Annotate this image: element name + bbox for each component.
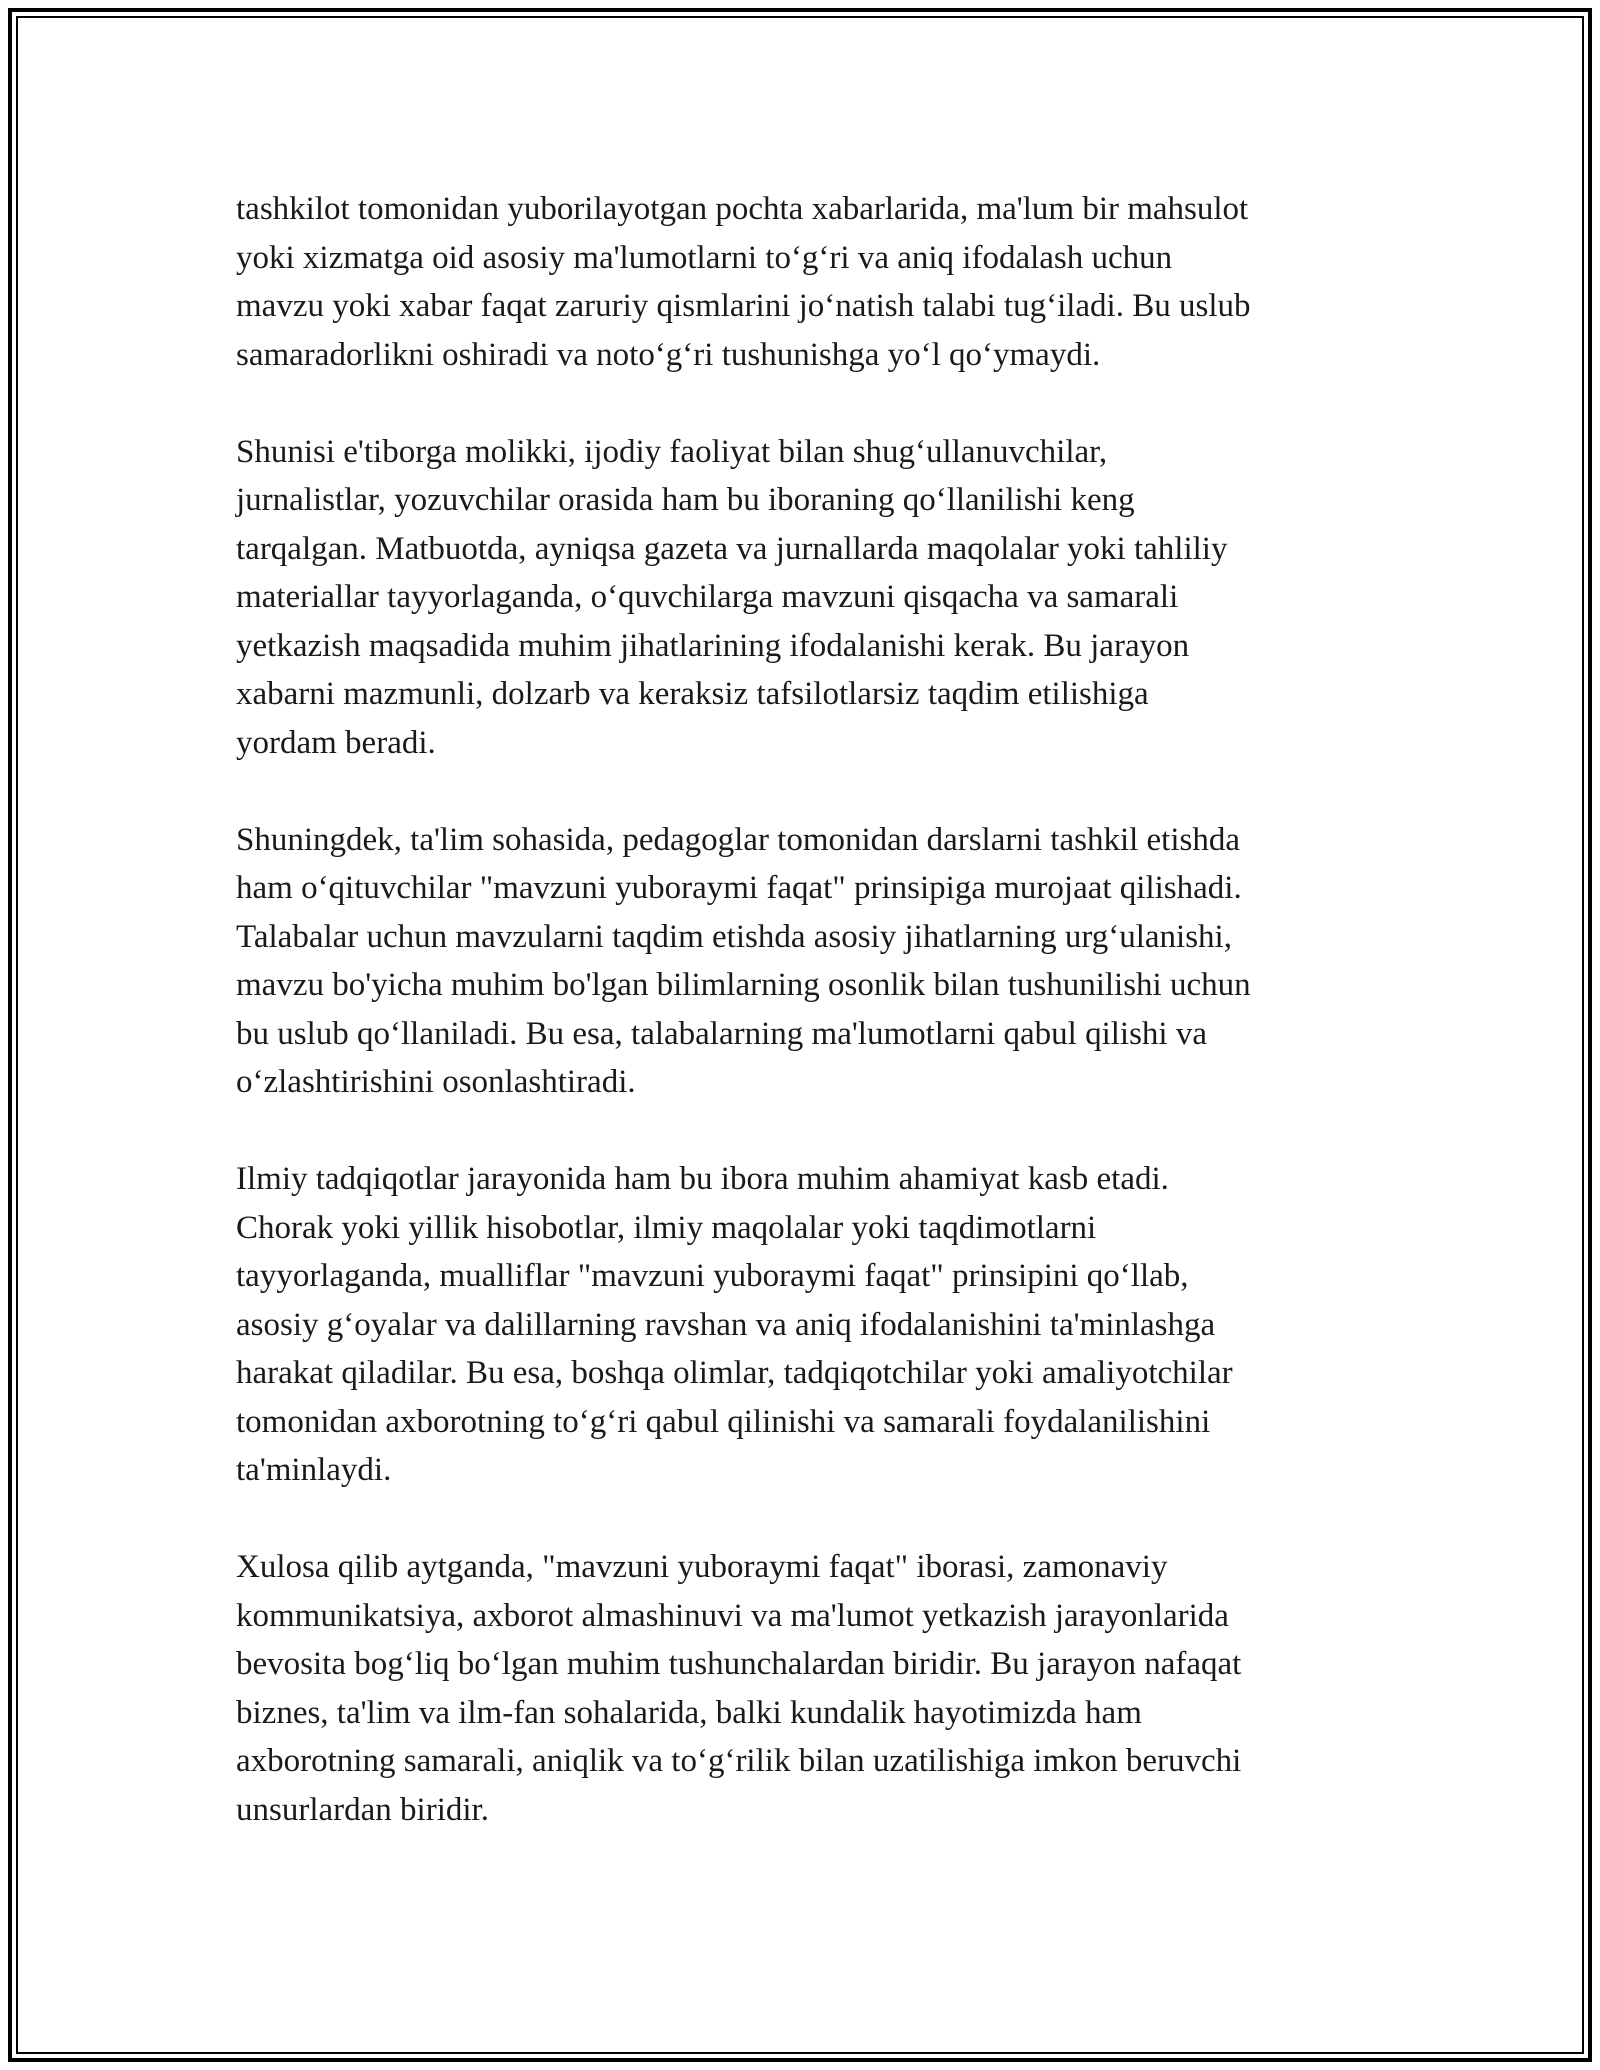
text-line: Talabalar uchun mavzularni taqdim etishda asosiy jihatlarning urg‘ulanishi, <box>236 918 1232 955</box>
text-line: ta'minlaydi. <box>236 1452 392 1488</box>
text-line: axborotning samarali, aniqlik va to‘g‘rilik bilan uzatilishiga imkon beruvchi <box>236 1743 1242 1779</box>
text-line: asosiy g‘oyalar va dalillarning ravshan va aniq ifodalanishini ta'minlashga <box>236 1306 1216 1343</box>
document-body <box>236 185 1386 1834</box>
text-line: yordam beradi. <box>236 724 436 761</box>
text-line: kommunikatsiya, axborot almashinuvi va ma'lumot yetkazish jarayonlarida <box>236 1597 1229 1634</box>
text-line: xabarni mazmunli, dolzarb va keraksiz tafsilotlarsiz taqdim etilishiga <box>236 676 1149 712</box>
text-line: mavzu yoki xabar faqat zaruriy qismlarini jo‘natish talabi tug‘iladi. Bu uslub <box>236 288 1251 324</box>
text-line: bu uslub qo‘llaniladi. Bu esa, talabalarning ma'lumotlarni qabul qilishi va <box>236 1015 1208 1052</box>
text-line: ham o‘qituvchilar "mavzuni yuboraymi faqat" prinsipiga murojaat qilishadi. <box>236 870 1242 906</box>
text-line: o‘zlashtirishini osonlashtiradi. <box>236 1064 636 1100</box>
text-line: tarqalgan. Matbuotda, ayniqsa gazeta va jurnallarda maqolalar yoki tahliliy <box>236 530 1228 567</box>
text-line: yoki xizmatga oid asosiy ma'lumotlarni to‘g‘ri va aniq ifodalash uchun <box>236 239 1173 276</box>
text-line: tayyorlaganda, mualliflar "mavzuni yuboraymi faqat" prinsipini qo‘llab, <box>236 1258 1189 1294</box>
paragraph <box>236 1543 1386 1834</box>
paragraph <box>236 1155 1386 1495</box>
text-line: tashkilot tomonidan yuborilayotgan pochta xabarlarida, ma'lum bir mahsulot <box>236 191 1249 227</box>
text-line: Shuningdek, ta'lim sohasida, pedagoglar tomonidan darslarni tashkil etishda <box>236 821 1241 858</box>
text-line: Shunisi e'tiborga molikki, ijodiy faoliyat bilan shug‘ullanuvchilar, <box>236 433 1108 470</box>
text-line: yetkazish maqsadida muhim jihatlarining ifodalanishi kerak. Bu jarayon <box>236 627 1190 664</box>
paragraph <box>236 816 1386 1107</box>
text-line: Chorak yoki yillik hisobotlar, ilmiy maqolalar yoki taqdimotlarni <box>236 1209 1097 1246</box>
text-line: jurnalistlar, yozuvchilar orasida ham bu iboraning qo‘llanilishi keng <box>236 482 1135 518</box>
text-line: Xulosa qilib aytganda, "mavzuni yuboraymi faqat" iborasi, zamonaviy <box>236 1549 1168 1585</box>
paragraph <box>236 428 1386 768</box>
text-line: biznes, ta'lim va ilm-fan sohalarida, balki kundalik hayotimizda ham <box>236 1694 1142 1731</box>
paragraph <box>236 185 1386 379</box>
text-line: samaradorlikni oshiradi va noto‘g‘ri tushunishga yo‘l qo‘ymaydi. <box>236 336 1101 373</box>
text-line: unsurlardan biridir. <box>236 1791 489 1828</box>
text-line: harakat qiladilar. Bu esa, boshqa olimlar, tadqiqotchilar yoki amaliyotchilar <box>236 1355 1233 1391</box>
text-line: materiallar tayyorlaganda, o‘quvchilarga mavzuni qisqacha va samarali <box>236 579 1179 615</box>
text-line: Ilmiy tadqiqotlar jarayonida ham bu ibora muhim ahamiyat kasb etadi. <box>236 1161 1169 1197</box>
text-line: bevosita bog‘liq bo‘lgan muhim tushunchalardan biridir. Bu jarayon nafaqat <box>236 1646 1242 1682</box>
text-line: tomonidan axborotning to‘g‘ri qabul qilinishi va samarali foydalanilishini <box>236 1403 1211 1440</box>
text-line: mavzu bo'yicha muhim bo'lgan bilimlarning osonlik bilan tushunilishi uchun <box>236 967 1251 1003</box>
